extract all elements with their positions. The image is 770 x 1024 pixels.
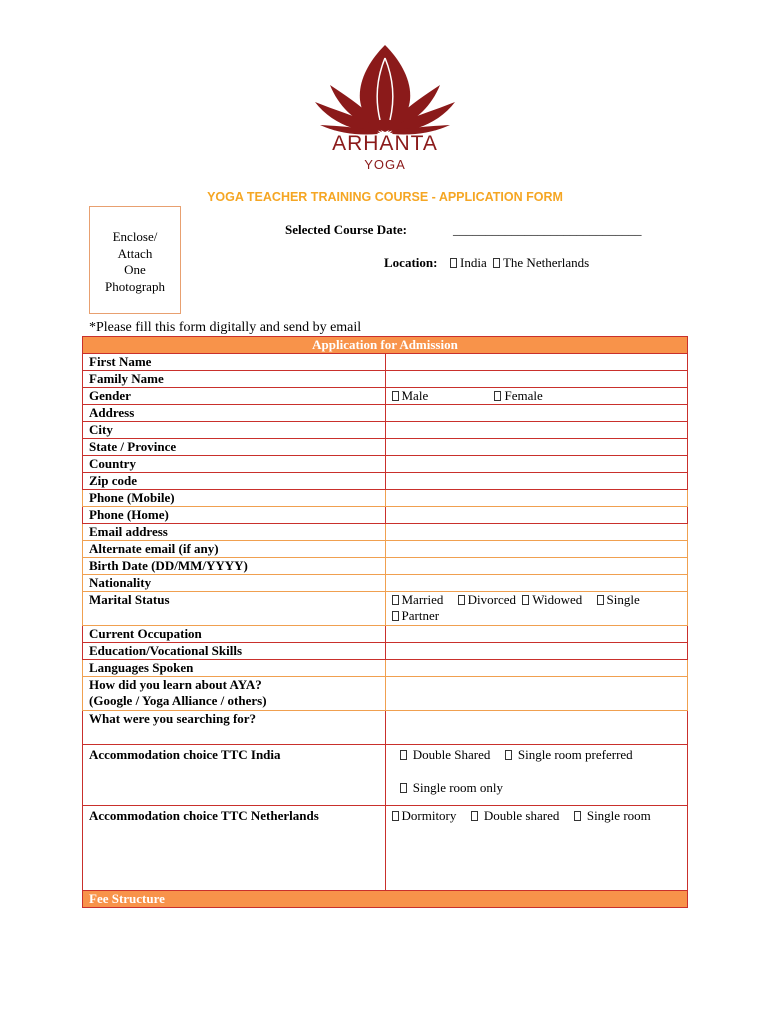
- table-row: [83, 354, 688, 371]
- location-option-netherlands[interactable]: The Netherlands: [493, 255, 589, 271]
- checkbox-icon: [450, 258, 457, 268]
- field-label: Education/Vocational Skills: [83, 643, 386, 660]
- fee-structure-row: [83, 891, 688, 908]
- photo-box-line: One: [124, 262, 146, 277]
- field-label: Accommodation choice TTC Netherlands: [83, 806, 386, 891]
- field-label: Languages Spoken: [83, 660, 386, 677]
- location-label: Location:: [384, 255, 438, 270]
- field-label: Zip code: [83, 473, 386, 490]
- instruction-note: *Please fill this form digitally and send by email: [89, 320, 362, 335]
- table-row: [83, 524, 688, 541]
- table-row: [83, 677, 688, 711]
- photo-box[interactable]: [89, 206, 181, 314]
- gender-option-female[interactable]: Female: [494, 388, 542, 404]
- checkbox-icon: [522, 595, 529, 605]
- table-row: [83, 439, 688, 456]
- table-row: [83, 643, 688, 660]
- photo-box-line: Attach: [117, 245, 153, 261]
- city-input[interactable]: [385, 422, 688, 439]
- address-input[interactable]: [385, 405, 688, 422]
- table-row: [83, 711, 688, 745]
- field-label: Current Occupation: [83, 626, 386, 643]
- field-label: Birth Date (DD/MM/YYYY): [83, 558, 386, 575]
- accommodation-netherlands-options: [385, 806, 688, 891]
- checkbox-icon: [392, 611, 399, 621]
- field-label: Phone (Home): [83, 507, 386, 524]
- table-header-row: [83, 337, 688, 354]
- field-label: State / Province: [83, 439, 386, 456]
- family-name-input[interactable]: [385, 371, 688, 388]
- marital-option-partner[interactable]: Partner: [392, 608, 440, 624]
- field-label: Alternate email (if any): [83, 541, 386, 558]
- course-date-field[interactable]: _____________________________: [453, 222, 642, 237]
- nl-option-double-shared[interactable]: Double shared: [471, 808, 560, 824]
- brand-subtitle: YOGA: [364, 157, 406, 172]
- checkbox-icon: [471, 811, 478, 821]
- checkbox-icon: [597, 595, 604, 605]
- table-row: [83, 371, 688, 388]
- checkbox-icon: [574, 811, 581, 821]
- nl-option-single-room[interactable]: Single room: [574, 808, 651, 824]
- alternate-email-input[interactable]: [385, 541, 688, 558]
- field-label: Phone (Mobile): [83, 490, 386, 507]
- table-row: [83, 456, 688, 473]
- photo-box-line: Photograph: [105, 278, 165, 294]
- table-row: [83, 490, 688, 507]
- form-title: YOGA TEACHER TRAINING COURSE - APPLICATION FORM: [207, 190, 563, 204]
- field-label: First Name: [83, 354, 386, 371]
- marital-status-options: [385, 592, 688, 626]
- searching-for-input[interactable]: [385, 711, 688, 745]
- field-label: Address: [83, 405, 386, 422]
- india-option-single-only[interactable]: Single room only: [400, 780, 504, 796]
- field-label: Nationality: [83, 575, 386, 592]
- table-row: [83, 405, 688, 422]
- table-row: [83, 473, 688, 490]
- email-input[interactable]: [385, 524, 688, 541]
- checkbox-icon: [392, 811, 399, 821]
- checkbox-icon: [493, 258, 500, 268]
- table-row: [83, 388, 688, 405]
- checkbox-icon: [400, 750, 407, 760]
- education-input[interactable]: [385, 643, 688, 660]
- checkbox-icon: [392, 391, 399, 401]
- table-row: [83, 558, 688, 575]
- table-row: [83, 660, 688, 677]
- fee-structure-header: Fee Structure: [83, 891, 688, 908]
- checkbox-icon: [458, 595, 465, 605]
- field-label: Gender: [83, 388, 386, 405]
- learn-about-input[interactable]: [385, 677, 688, 711]
- table-row: [83, 507, 688, 524]
- nationality-input[interactable]: [385, 575, 688, 592]
- location-options: [450, 255, 592, 271]
- table-row: [83, 626, 688, 643]
- occupation-input[interactable]: [385, 626, 688, 643]
- india-option-single-preferred[interactable]: Single room preferred: [505, 747, 633, 763]
- field-label: Marital Status: [83, 592, 386, 626]
- zip-input[interactable]: [385, 473, 688, 490]
- phone-mobile-input[interactable]: [385, 490, 688, 507]
- checkbox-icon: [505, 750, 512, 760]
- brand-name: ARHANTA: [332, 132, 438, 155]
- field-label: Accommodation choice TTC India: [83, 745, 386, 806]
- table-row: [83, 422, 688, 439]
- nl-option-dormitory[interactable]: Dormitory: [392, 808, 457, 824]
- state-input[interactable]: [385, 439, 688, 456]
- course-date-label: Selected Course Date:: [285, 222, 408, 237]
- checkbox-icon: [494, 391, 501, 401]
- table-row: [83, 541, 688, 558]
- checkbox-icon: [392, 595, 399, 605]
- country-input[interactable]: [385, 456, 688, 473]
- field-label: Email address: [83, 524, 386, 541]
- table-row: [83, 806, 688, 891]
- table-row: [83, 592, 688, 626]
- table-row: [83, 575, 688, 592]
- marital-option-widowed[interactable]: Widowed: [522, 592, 582, 608]
- field-label: Family Name: [83, 371, 386, 388]
- field-label: Country: [83, 456, 386, 473]
- birth-date-input[interactable]: [385, 558, 688, 575]
- field-label: City: [83, 422, 386, 439]
- marital-option-single[interactable]: Single: [597, 592, 640, 608]
- field-label: How did you learn about AYA? (Google / Yoga Alliance / others): [83, 677, 386, 711]
- table-header: Application for Admission: [83, 337, 688, 354]
- table-row: [83, 745, 688, 806]
- gender-option-male[interactable]: Male: [392, 388, 429, 404]
- application-table: [82, 336, 688, 908]
- checkbox-icon: [400, 783, 407, 793]
- phone-home-input[interactable]: [385, 507, 688, 524]
- accommodation-india-options: [385, 745, 688, 806]
- location-option-india[interactable]: India: [450, 255, 487, 271]
- first-name-input[interactable]: [385, 354, 688, 371]
- photo-box-line: Enclose/: [112, 229, 158, 244]
- field-label: What were you searching for?: [83, 711, 386, 745]
- india-option-double-shared[interactable]: Double Shared: [400, 747, 491, 763]
- gender-options: [385, 388, 688, 405]
- marital-option-divorced[interactable]: Divorced: [458, 592, 516, 608]
- languages-input[interactable]: [385, 660, 688, 677]
- marital-option-married[interactable]: Married: [392, 592, 444, 608]
